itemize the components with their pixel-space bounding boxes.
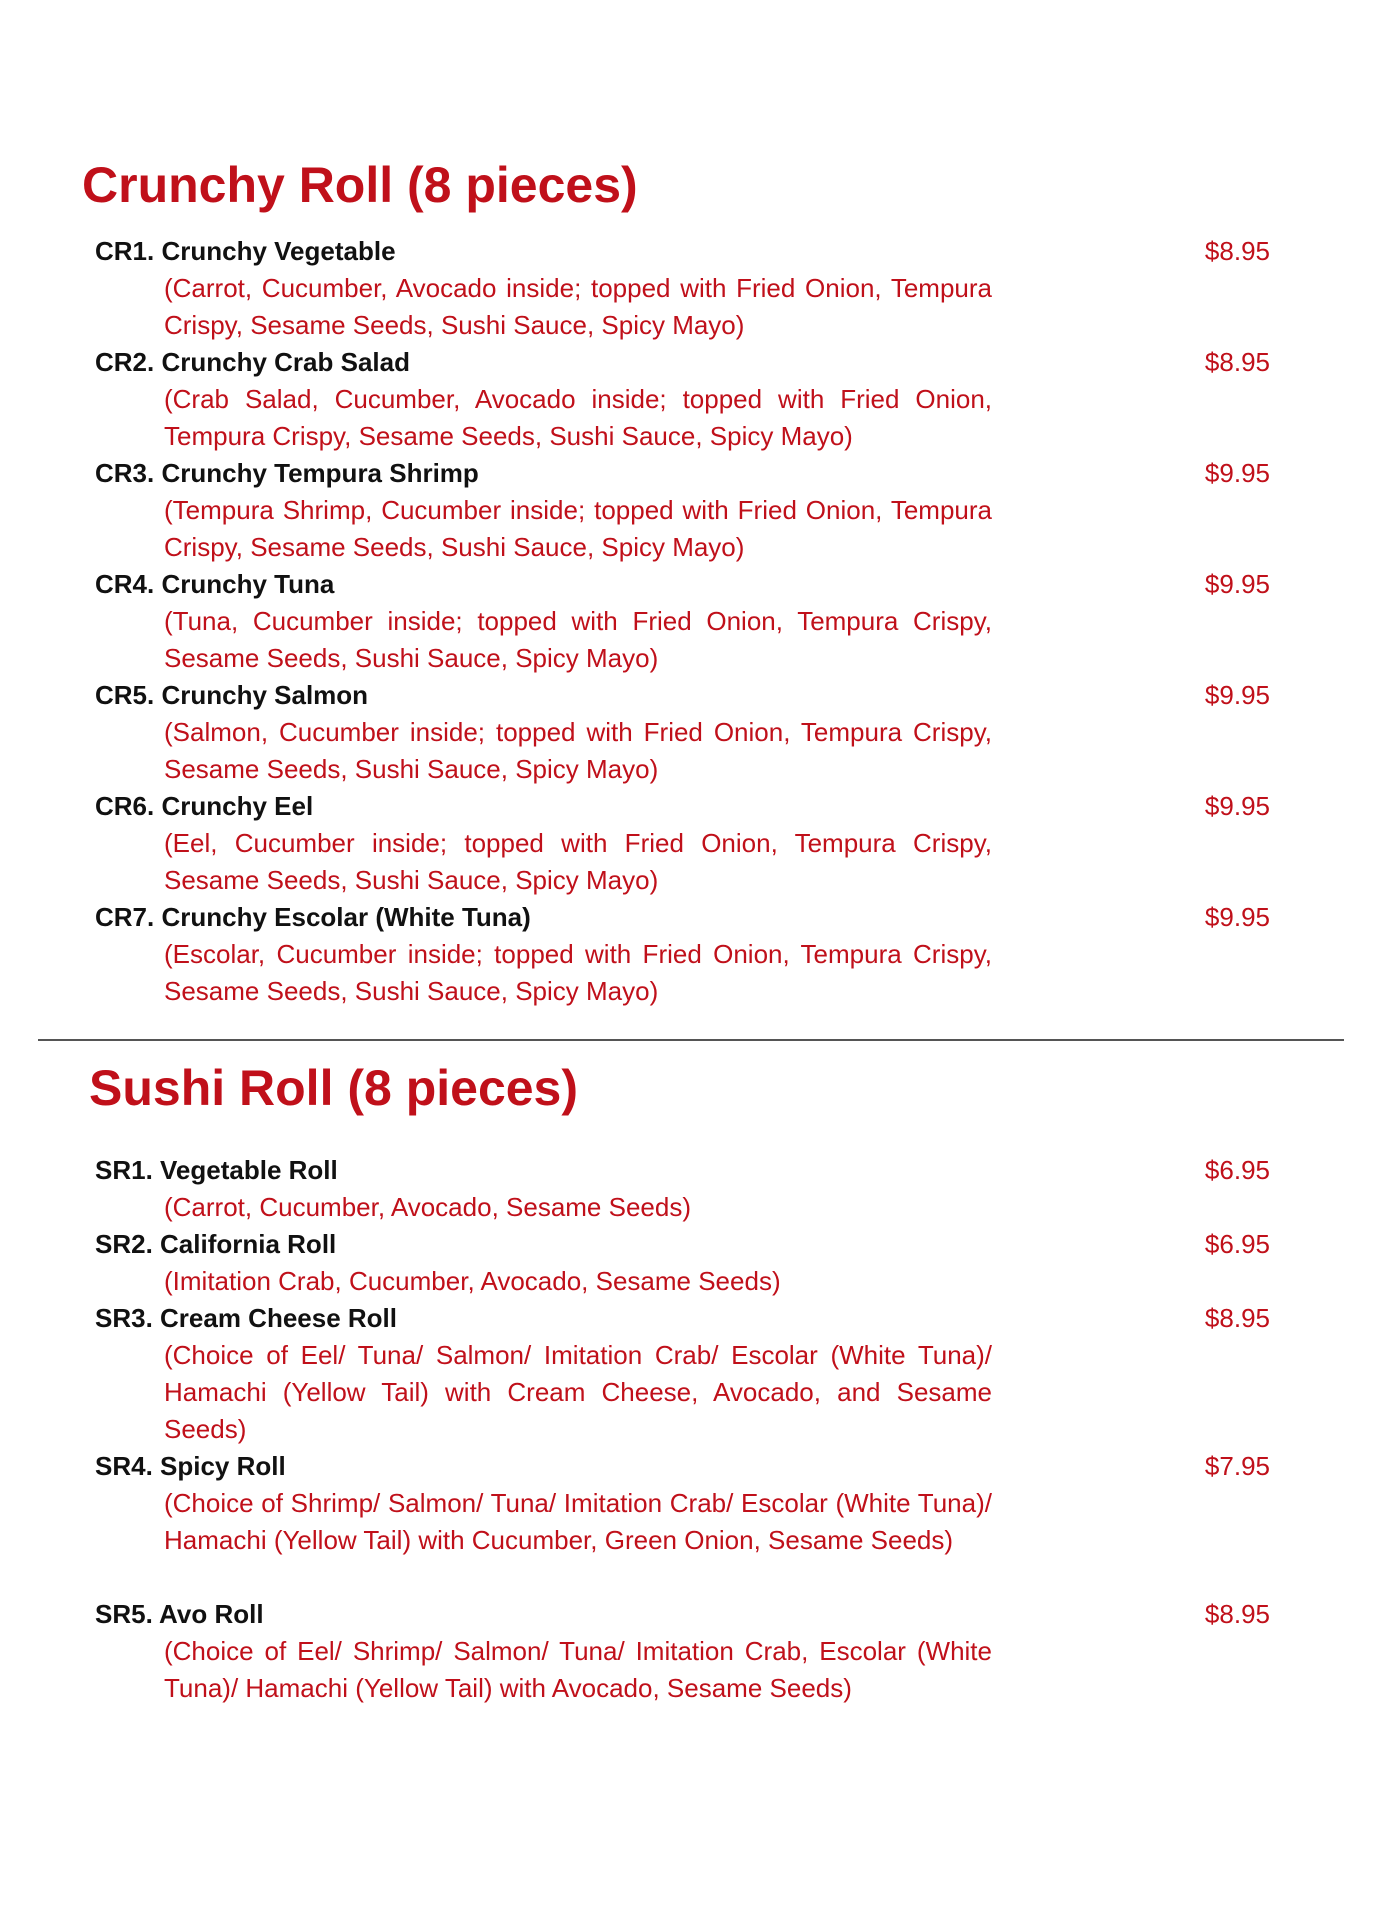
item-price: $9.95: [1204, 791, 1270, 821]
item-name: CR4. Crunchy Tuna: [95, 569, 335, 599]
item-price: $9.95: [1204, 569, 1270, 599]
item-price: $8.95: [1204, 347, 1270, 377]
item-description: (Escolar, Cucumber inside; topped with Fried Onion, Tempura Crispy, Sesame Seeds, Sushi Sauce, Spicy Mayo): [164, 939, 992, 1006]
item-price: $6.95: [1204, 1229, 1270, 1259]
item-description: (Imitation Crab, Cucumber, Avocado, Sesame Seeds): [164, 1266, 781, 1296]
item-price: $7.95: [1204, 1451, 1270, 1481]
section-title-crunchy-roll: Crunchy Roll (8 pieces): [82, 157, 638, 213]
item-description: (Carrot, Cucumber, Avocado inside; topped with Fried Onion, Tempura Crispy, Sesame Seeds, Sushi Sauce, Spicy Mayo): [164, 273, 992, 340]
item-description: (Choice of Eel/ Shrimp/ Salmon/ Tuna/ Imitation Crab, Escolar (White Tuna)/ Hamachi (Yellow Tail) with Avocado, Sesame Seeds): [164, 1636, 992, 1703]
item-description: (Choice of Shrimp/ Salmon/ Tuna/ Imitation Crab/ Escolar (White Tuna)/ Hamachi (Yellow Tail) with Cucumber, Green Onion, Sesame Seeds): [164, 1488, 992, 1555]
item-description: (Crab Salad, Cucumber, Avocado inside; topped with Fried Onion, Tempura Crispy, Sesame Seeds, Sushi Sauce, Spicy Mayo): [164, 384, 992, 451]
item-price: $9.95: [1204, 680, 1270, 710]
item-name: CR6. Crunchy Eel: [95, 791, 314, 821]
item-price: $8.95: [1204, 236, 1270, 266]
item-name: SR3. Cream Cheese Roll: [95, 1303, 398, 1333]
item-name: CR1. Crunchy Vegetable: [95, 236, 396, 266]
item-price: $9.95: [1204, 902, 1270, 932]
item-name: SR4. Spicy Roll: [95, 1451, 286, 1481]
item-price: $9.95: [1204, 458, 1270, 488]
section-divider: [38, 1039, 1344, 1041]
item-price: $6.95: [1204, 1155, 1270, 1185]
item-name: CR3. Crunchy Tempura Shrimp: [95, 458, 479, 488]
item-description: (Eel, Cucumber inside; topped with Fried Onion, Tempura Crispy, Sesame Seeds, Sushi Sauce, Spicy Mayo): [164, 828, 992, 895]
item-name: CR2. Crunchy Crab Salad: [95, 347, 410, 377]
item-price: $8.95: [1204, 1303, 1270, 1333]
item-name: SR5. Avo Roll: [95, 1599, 264, 1629]
item-description: (Tempura Shrimp, Cucumber inside; topped with Fried Onion, Tempura Crispy, Sesame Seeds, Sushi Sauce, Spicy Mayo): [164, 495, 992, 562]
item-name: CR5. Crunchy Salmon: [95, 680, 369, 710]
item-description: (Carrot, Cucumber, Avocado, Sesame Seeds): [164, 1192, 691, 1222]
item-name: SR1. Vegetable Roll: [95, 1155, 338, 1185]
item-name: CR7. Crunchy Escolar (White Tuna): [95, 902, 531, 932]
item-description: (Tuna, Cucumber inside; topped with Fried Onion, Tempura Crispy, Sesame Seeds, Sushi Sauce, Spicy Mayo): [164, 606, 992, 673]
item-price: $8.95: [1204, 1599, 1270, 1629]
item-description: (Choice of Eel/ Tuna/ Salmon/ Imitation Crab/ Escolar (White Tuna)/ Hamachi (Yellow Tail) with Cream Cheese, Avocado, and Sesame Seeds): [164, 1340, 992, 1444]
item-name: SR2. California Roll: [95, 1229, 337, 1259]
item-description: (Salmon, Cucumber inside; topped with Fried Onion, Tempura Crispy, Sesame Seeds, Sushi Sauce, Spicy Mayo): [164, 717, 992, 784]
section-title-sushi-roll: Sushi Roll (8 pieces): [89, 1060, 579, 1116]
